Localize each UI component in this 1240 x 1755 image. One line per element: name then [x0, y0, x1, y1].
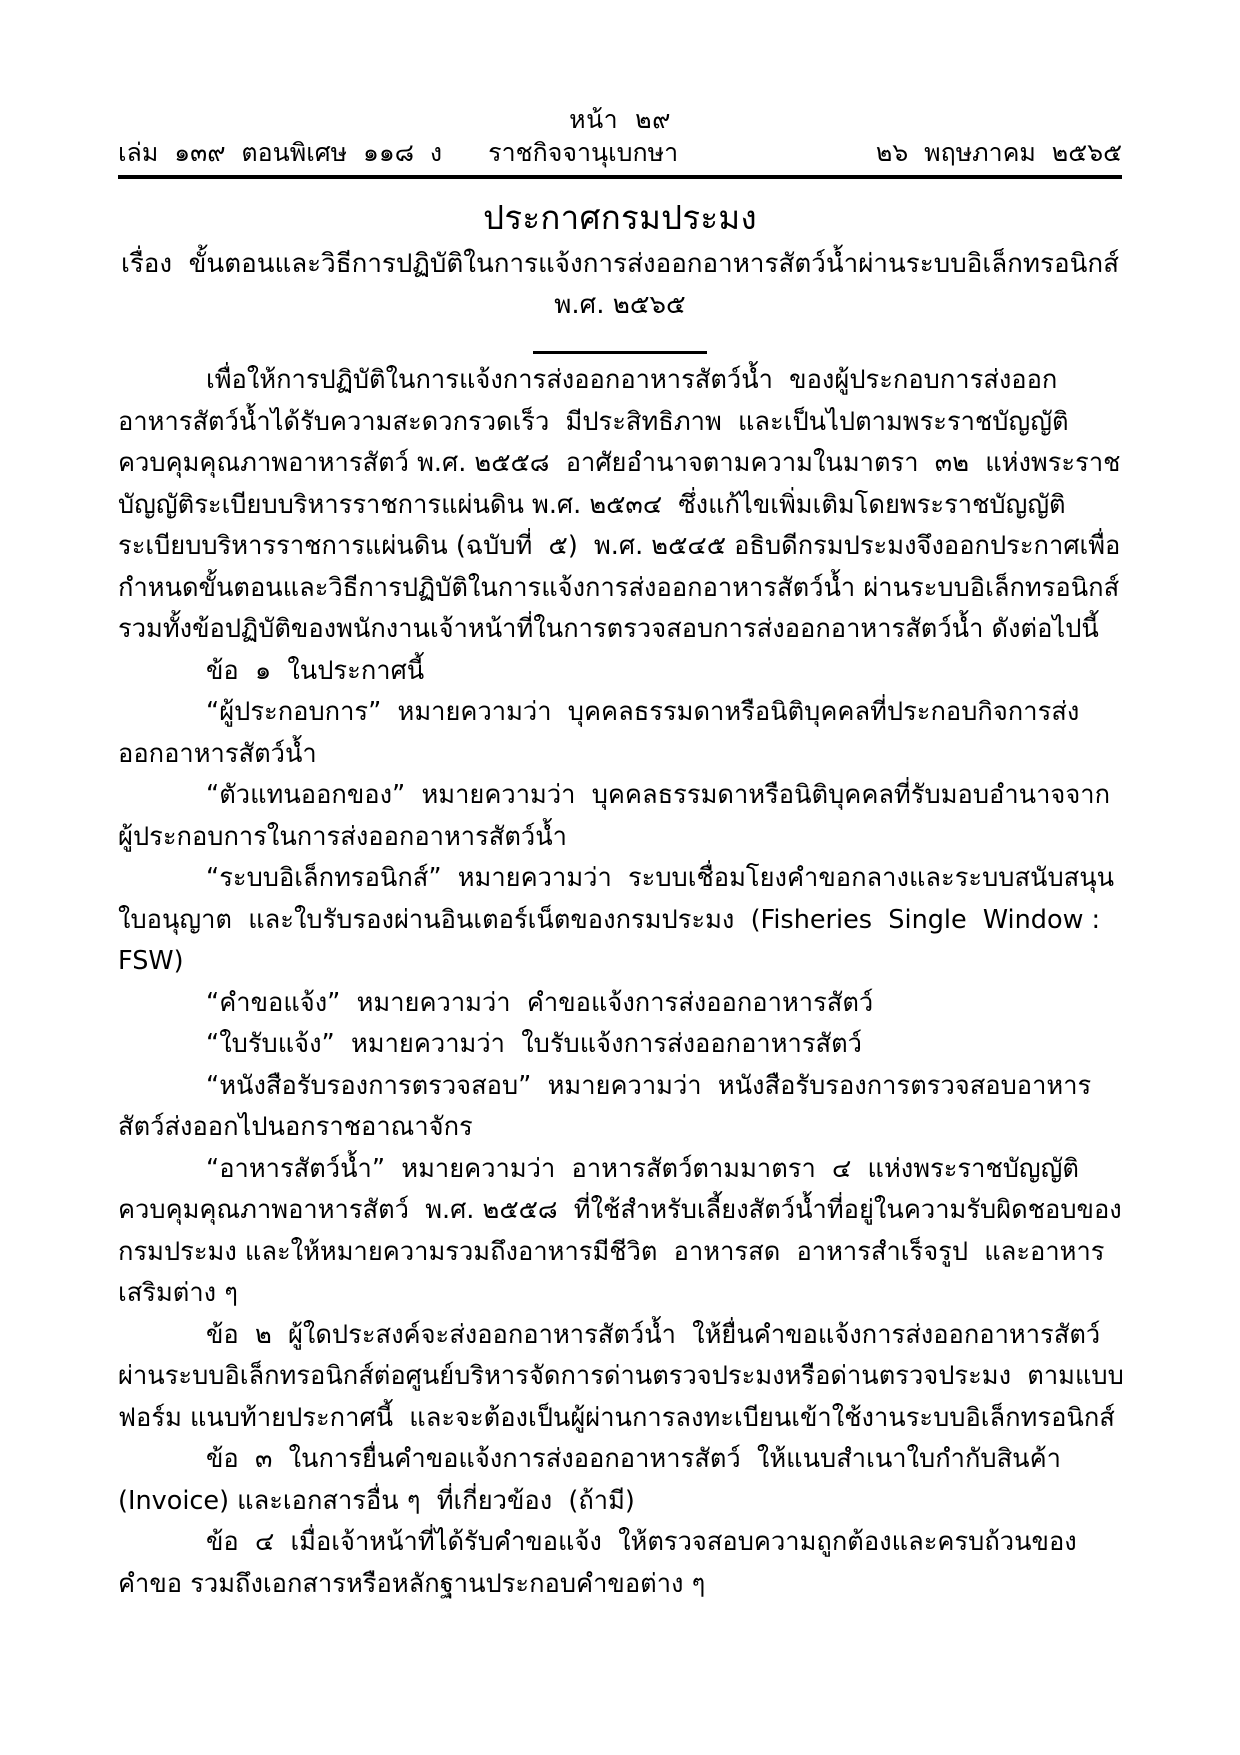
- volume-issue-label: เล่ม ๑๓๙ ตอนพิเศษ ๑๑๘ ง: [118, 138, 443, 168]
- title-divider: [533, 351, 707, 354]
- clause-2-paragraph: ข้อ ๒ ผู้ใดประสงค์จะส่งออกอาหารสัตว์น้ำ ให้ยื่นคำขอแจ้งการส่งออกอาหารสัตว์ ผ่านระบบอิเล็กทรอนิกส์ต่อศูนย์บริหารจัดการด่านตรวจประมงหรือด่านตรวจประมง ตามแบบฟอร์ม แนบท้ายประกาศนี้ และจะต้องเป็นผู้ผ่านการลงทะเบียนเข้าใช้งานระบบอิเล็กทรอนิกส์: [118, 1319, 1124, 1433]
- document-subject: เรื่อง ขั้นตอนและวิธีการปฏิบัติในการแจ้งการส่งออกอาหารสัตว์น้ำผ่านระบบอิเล็กทรอนิกส์: [120, 248, 1120, 279]
- gazette-name-label: ราชกิจจานุเบกษา: [488, 138, 679, 168]
- page-number-label: หน้า ๒๙: [569, 105, 671, 134]
- clause-4-paragraph: ข้อ ๔ เมื่อเจ้าหน้าที่ได้รับคำขอแจ้ง ให้ตรวจสอบความถูกต้องและครบถ้วนของคำขอ รวมถึงเอกสารหรือหลักฐานประกอบคำขอต่าง ๆ: [118, 1527, 1077, 1599]
- document-year: พ.ศ. ๒๕๖๕: [554, 289, 686, 320]
- clause-1-heading: ข้อ ๑ ในประกาศนี้: [206, 655, 425, 686]
- document-title: ประกาศกรมประมง: [483, 198, 757, 237]
- publication-date-label: ๒๖ พฤษภาคม ๒๕๖๕: [875, 138, 1122, 168]
- gazette-header: [118, 104, 1122, 187]
- title-block: [118, 196, 1122, 362]
- definition-aquatic-animal-feed: “อาหารสัตว์น้ำ” หมายความว่า อาหารสัตว์ตามมาตรา ๔ แห่งพระราชบัญญัติควบคุมคุณภาพอาหารสัตว์ พ.ศ. ๒๕๕๘ ที่ใช้สำหรับเลี้ยงสัตว์น้ำที่อยู่ในความรับผิดชอบของกรมประมง และให้หมายความรวมถึงอาหารมีชีวิต อาหารสด อาหารสำเร็จรูป และอาหารเสริมต่าง ๆ: [118, 1153, 1122, 1308]
- definition-inspection-certificate: “หนังสือรับรองการตรวจสอบ” หมายความว่า หนังสือรับรองการตรวจสอบอาหารสัตว์ส่งออกไปนอกราชอาณาจักร: [118, 1070, 1092, 1142]
- definition-customs-agent: “ตัวแทนออกของ” หมายความว่า บุคคลธรรมดาหรือนิติบุคคลที่รับมอบอำนาจจากผู้ประกอบการในการส่งออกอาหารสัตว์น้ำ: [118, 780, 1111, 852]
- definition-notification-receipt: “ใบรับแจ้ง” หมายความว่า ใบรับแจ้งการส่งออกอาหารสัตว์: [206, 1029, 863, 1059]
- header-rule: [118, 175, 1122, 179]
- title-divider-wrap: [118, 343, 1122, 362]
- document-body: [118, 360, 1136, 1605]
- definition-notification-request: “คำขอแจ้ง” หมายความว่า คำขอแจ้งการส่งออกอาหารสัตว์: [206, 987, 874, 1018]
- definition-electronic-system: “ระบบอิเล็กทรอนิกส์” หมายความว่า ระบบเชื่อมโยงคำขอกลางและระบบสนับสนุนใบอนุญาต และใบรับรองผ่านอินเตอร์เน็ตของกรมประมง (Fisheries Single Window : FSW): [118, 863, 1115, 976]
- preamble-paragraph: เพื่อให้การปฏิบัติในการแจ้งการส่งออกอาหารสัตว์น้ำ ของผู้ประกอบการส่งออกอาหารสัตว์น้ำได้รับความสะดวกรวดเร็ว มีประสิทธิภาพ และเป็นไปตามพระราชบัญญัติควบคุมคุณภาพอาหารสัตว์ พ.ศ. ๒๕๕๘ อาศัยอำนาจตามความในมาตรา ๓๒ แห่งพระราชบัญญัติระเบียบบริหารราชการแผ่นดิน พ.ศ. ๒๕๓๔ ซึ่งแก้ไขเพิ่มเติมโดยพระราชบัญญัติระเบียบบริหารราชการแผ่นดิน (ฉบับที่ ๕) พ.ศ. ๒๕๔๕ อธิบดีกรมประมงจึงออกประกาศเพื่อกำหนดขั้นตอนและวิธีการปฏิบัติในการแจ้งการส่งออกอาหารสัตว์น้ำ ผ่านระบบอิเล็กทรอนิกส์ รวมทั้งข้อปฏิบัติของพนักงานเจ้าหน้าที่ในการตรวจสอบการส่งออกอาหารสัตว์น้ำ ดังต่อไปนี้: [118, 365, 1136, 644]
- definition-operator: “ผู้ประกอบการ” หมายความว่า บุคคลธรรมดาหรือนิติบุคคลที่ประกอบกิจการส่งออกอาหารสัตว์น้ำ: [118, 697, 1080, 769]
- masthead-row: [118, 137, 1122, 168]
- clause-3-paragraph: ข้อ ๓ ในการยื่นคำขอแจ้งการส่งออกอาหารสัตว์ ให้แนบสำเนาใบกำกับสินค้า (Invoice) และเอกสารอื่น ๆ ที่เกี่ยวข้อง (ถ้ามี): [118, 1444, 1078, 1516]
